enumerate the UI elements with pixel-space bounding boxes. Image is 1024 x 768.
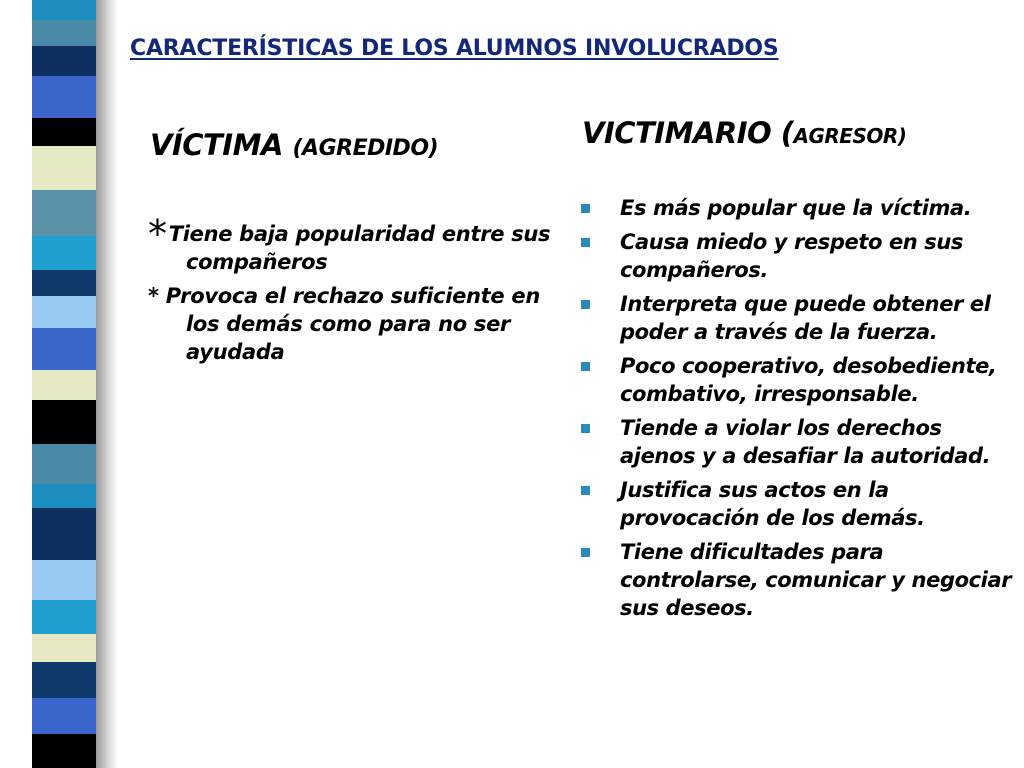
victim-heading-sub: (AGREDIDO) <box>292 136 439 161</box>
aggressor-bullet-text: Interpreta que puede obtener el poder a través de la fuerza. <box>620 292 991 344</box>
aggressor-bullet-text: Es más popular que la víctima. <box>620 196 972 220</box>
victim-heading <box>150 128 438 162</box>
aggressor-characteristics <box>578 194 1018 628</box>
square-bullet-icon <box>581 300 590 309</box>
aggressor-bullet-item <box>578 476 1018 532</box>
square-bullet-icon <box>581 424 590 433</box>
victim-item <box>148 212 568 276</box>
aggressor-bullet-text: Tiende a violar los derechos ajenos y a desafiar la autoridad. <box>620 416 991 468</box>
decorative-stripe-band <box>32 0 98 768</box>
square-bullet-icon <box>581 204 590 213</box>
aggressor-bullet-text: Poco cooperativo, desobediente, combativo, irresponsable. <box>620 354 997 406</box>
aggressor-heading-sub: AGRESOR) <box>793 124 907 148</box>
square-bullet-icon <box>581 238 590 247</box>
square-bullet-icon <box>581 548 590 557</box>
victim-item-text: Provoca el rechazo suficiente en los demás como para no ser ayudada <box>165 284 540 364</box>
slide-title: CARACTERÍSTICAS DE LOS ALUMNOS INVOLUCRADOS <box>130 36 779 61</box>
stripe-shadow <box>96 0 118 768</box>
victim-heading-main: VÍCTIMA <box>150 128 293 162</box>
aggressor-heading <box>582 116 906 150</box>
aggressor-bullet-item <box>578 194 1018 222</box>
victim-item-text: Tiene baja popularidad entre sus compañeros <box>168 222 551 274</box>
aggressor-bullet-text: Tiene dificultades para controlarse, comunicar y negociar sus deseos. <box>620 540 1012 620</box>
aggressor-bullet-item <box>578 228 1018 284</box>
asterisk-marker: * <box>148 284 166 308</box>
asterisk-marker: * <box>148 212 167 256</box>
aggressor-bullet-item <box>578 414 1018 470</box>
aggressor-bullet-item <box>578 290 1018 346</box>
victim-item <box>148 282 568 366</box>
aggressor-heading-main: VICTIMARIO ( <box>582 116 794 150</box>
aggressor-bullet-text: Justifica sus actos en la provocación de los demás. <box>620 478 925 530</box>
aggressor-bullet-item <box>578 352 1018 408</box>
aggressor-bullet-item <box>578 538 1018 622</box>
square-bullet-icon <box>581 362 590 371</box>
aggressor-bullet-text: Causa miedo y respeto en sus compañeros. <box>620 230 964 282</box>
victim-characteristics <box>148 212 568 372</box>
square-bullet-icon <box>581 486 590 495</box>
